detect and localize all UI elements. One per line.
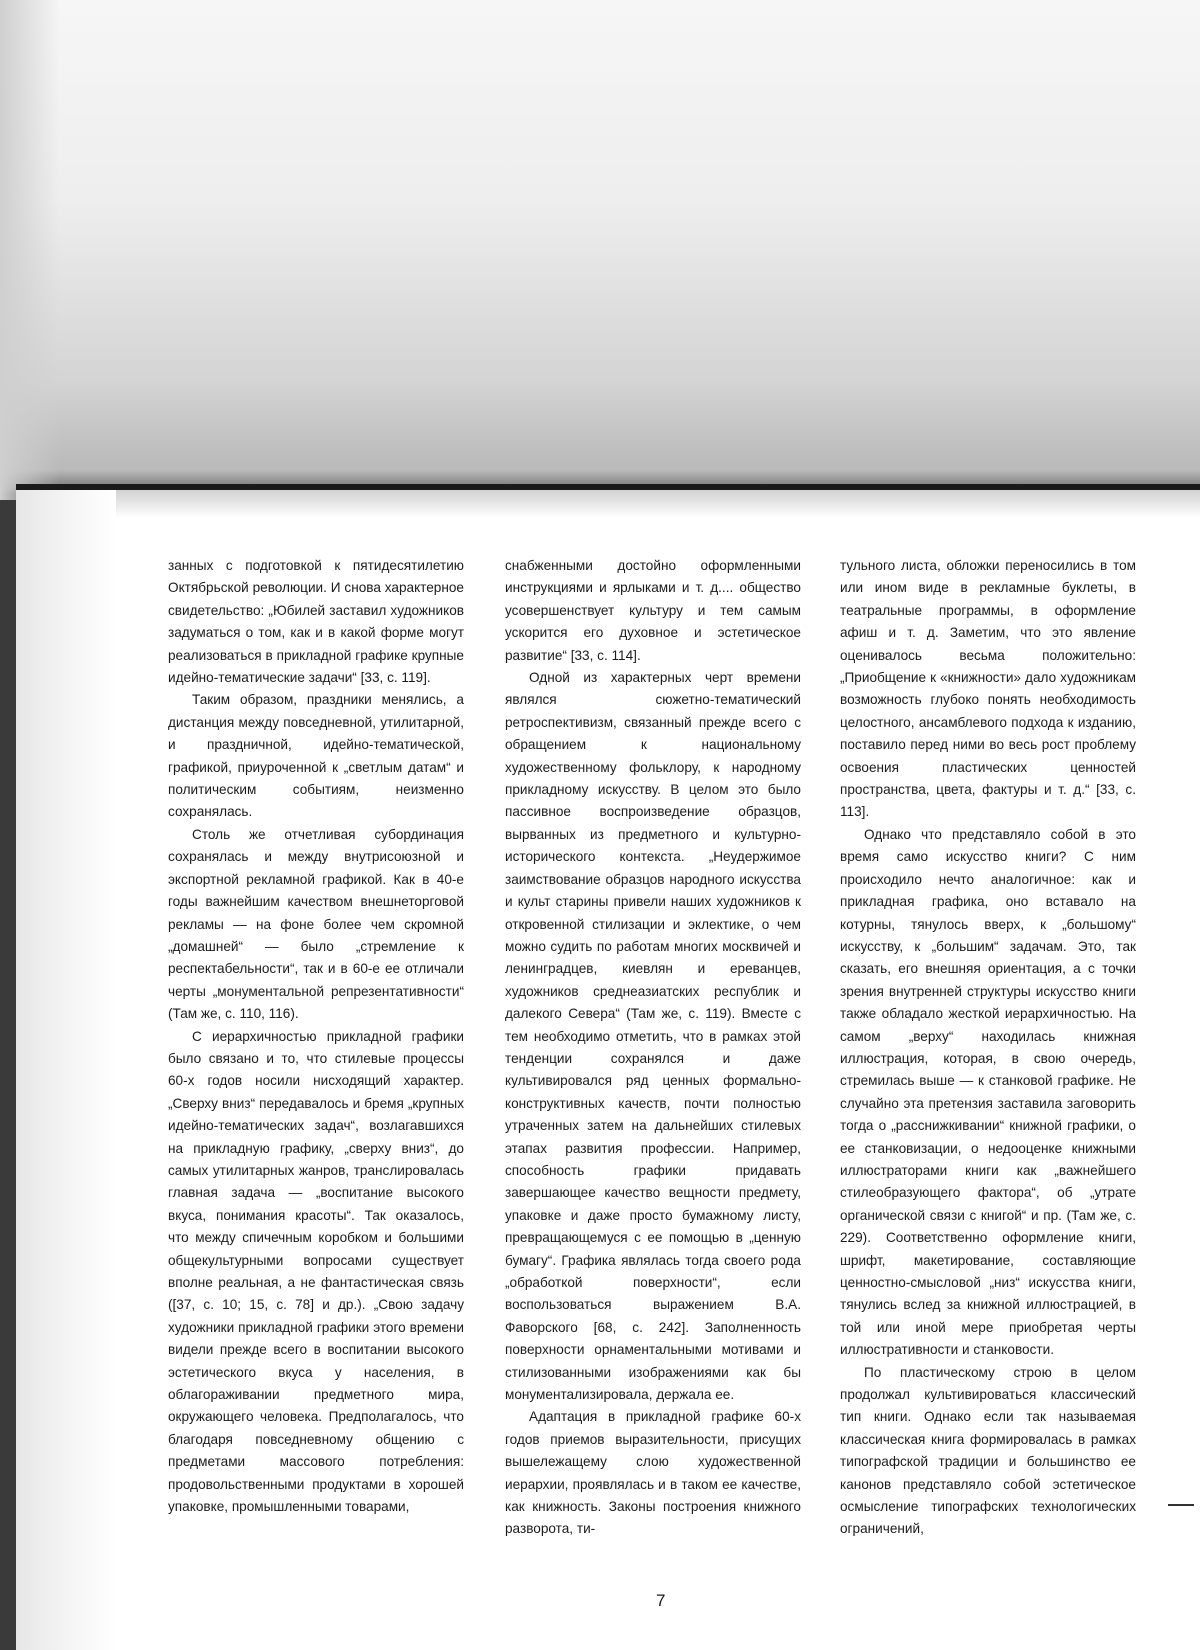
page-fold-shadow bbox=[16, 490, 1200, 518]
paragraph: С иерархичностью прикладной графики было связано и то, что стилевые процессы 60-х годов носили нисходящий характер. „Сверху вниз“ передавалось и бремя „крупных идейно-тематических задач“, возлагавшихся на прикладную графику, „сверху вниз“, до самых утилитарных жанров, транслировалась главная задача — „воспитание высокого вкуса, понимания красоты“. Так оказалось, что между спичечным коробком и большими общекультурными вопросами существует вполне реальная, а не фантастическая связь ([37, с. 10; 15, с. 78] и др.). „Свою задачу художники прикладной графики этого времени видели прежде всего в воспитании высокого эстетического вкуса у населения, в облагораживании предметного мира, окружающего человека. Предполагалось, что благодаря повседневному общению с предметами массового потребления: продовольственными продуктами в хорошей упаковке, промышленными товарами, bbox=[168, 1028, 464, 1515]
paragraph: Адаптация в прикладной графике 60-х годов приемов выразительности, присущих вышележащему слою художественной иерархии, проявлялась и в таком ее качестве, как книжность. Законы построения книжного разворота, ти- bbox=[505, 1409, 801, 1537]
page-number: 7 bbox=[656, 1591, 666, 1610]
paragraph: По пластическому строю в целом продолжал культивироваться классический тип книги. Однако если так называемая классическая книга формировалась в рамках типографской традиции и большинство ее канонов представляло собой эстетическое осмысление типографских технологических ограничений, bbox=[840, 1364, 1136, 1537]
scanner-shadow bbox=[0, 0, 60, 500]
page-binding-shadow bbox=[16, 490, 116, 1650]
text-column-3 bbox=[840, 555, 1136, 1541]
paragraph: Одной из характерных черт времени являлся сюжетно-тематический ретроспективизм, связанный прежде всего с обращением к национальному художественному фольклору, к народному прикладному искусству. В целом это было пассивное воспроизведение образцов, вырванных из предметного и культурно-исторического контекста. „Неудержимое заимствование образцов народного искусства и культ старины привели наших художников к откровенной стилизации и эклектике, о чем можно судить по работам многих москвичей и ленинградцев, киевлян и ереванцев, художников среднеазиатских республик и далекого Севера“ (Там же, с. 119). Вместе с тем необходимо отметить, что в рамках этой тенденции сохранялся и даже культивировался ряд ценных формально-конструктивных качеств, почти полностью утраченных затем на дальнейших стилевых этапах развития профессии. Например, способность графики придавать завершающее качество вещности предмету, упаковке и даже просто бумажному листу, превращающемуся с ее помощью в „ценную бумагу“. Графика являлась тогда своего рода „обработкой поверхности“, если воспользоваться выражением В.А. Фаворского [68, с. 242]. Заполненность поверхности орнаментальными мотивами и стилизованными изображениями как бы монументализировала, держала ее. bbox=[505, 670, 801, 1403]
text-column-2 bbox=[505, 555, 801, 1541]
paragraph: Столь же отчетливая субординация сохранялась и между внутрисоюзной и экспортной рекламной графикой. Как в 40-е годы важнейшим качеством внешнеторговой рекламы — на фоне более чем скромной „домашней“ — было „стремление к респектабельности“, так и в 60-е ее отличали черты „монументальной репрезентативности“ (Там же, с. 110, 116). bbox=[168, 826, 464, 1022]
text-column-1 bbox=[168, 555, 464, 1518]
paragraph: тульного листа, обложки переносились в том или ином виде в рекламные буклеты, в театральные программы, в оформление афиш и т. д. Заметим, что это явление оценивалось весьма положительно: „Приобщение к «книжности» дало художникам возможность глубоко понять необходимость целостного, ансамблевого подхода к изданию, поставило перед ними во весь рост проблему освоения пластических ценностей пространства, цвета, фактуры и т. д.“ [33, с. 113]. bbox=[840, 558, 1136, 820]
paragraph: Таким образом, праздники менялись, а дистанция между повседневной, утилитарной, и праздничной, идейно-тематической, графикой, приуроченной к „светлым датам“ и политическим событиям, неизменно сохранялась. bbox=[168, 692, 464, 820]
paragraph: снабженными достойно оформленными инструкциями и ярлыками и т. д.... общество усовершенствует культуру и тем самым ускорится его духовное и эстетическое развитие“ [33, с. 114]. bbox=[505, 558, 801, 663]
paragraph: Однако что представляло собой в это время само искусство книги? С ним происходило нечто аналогичное: как и прикладная графика, оно вставало на котурны, тянулось вверх, к „большому“ искусству, к „большим“ задачам. Это, так сказать, его внешняя ориентация, а с точки зрения внутренней структуры искусство книги также обладало жесткой иерархичностью. На самом „верху“ находилась книжная иллюстрация, которая, в свою очередь, стремилась выше — к станковой графике. Не случайно эта претензия заставила заговорить тогда о „расснижкивании“ книжной графики, о ее станковизации, о недооценке книжными иллюстраторами книги как „важнейшего стилеобразующего фактора“, об „утрате органической связи с книгой“ и пр. (Там же, с. 229). Соответственно оформление книги, шрифт, макетирование, составляющие ценностно-смысловой „низ“ искусства книги, тянулись вслед за книжной иллюстрацией, в той или иной мере приобретая черты иллюстративности и станковости. bbox=[840, 826, 1136, 1358]
margin-pencil-mark bbox=[1168, 1504, 1194, 1506]
paragraph: занных с подготовкой к пятидесятилетию Октябрьской революции. И снова характерное свидетельство: „Юбилей заставил художников задуматься о том, как и в какой форме могут реализоваться в прикладной графике крупные идейно-тематические задачи“ [33, с. 119]. bbox=[168, 558, 464, 686]
